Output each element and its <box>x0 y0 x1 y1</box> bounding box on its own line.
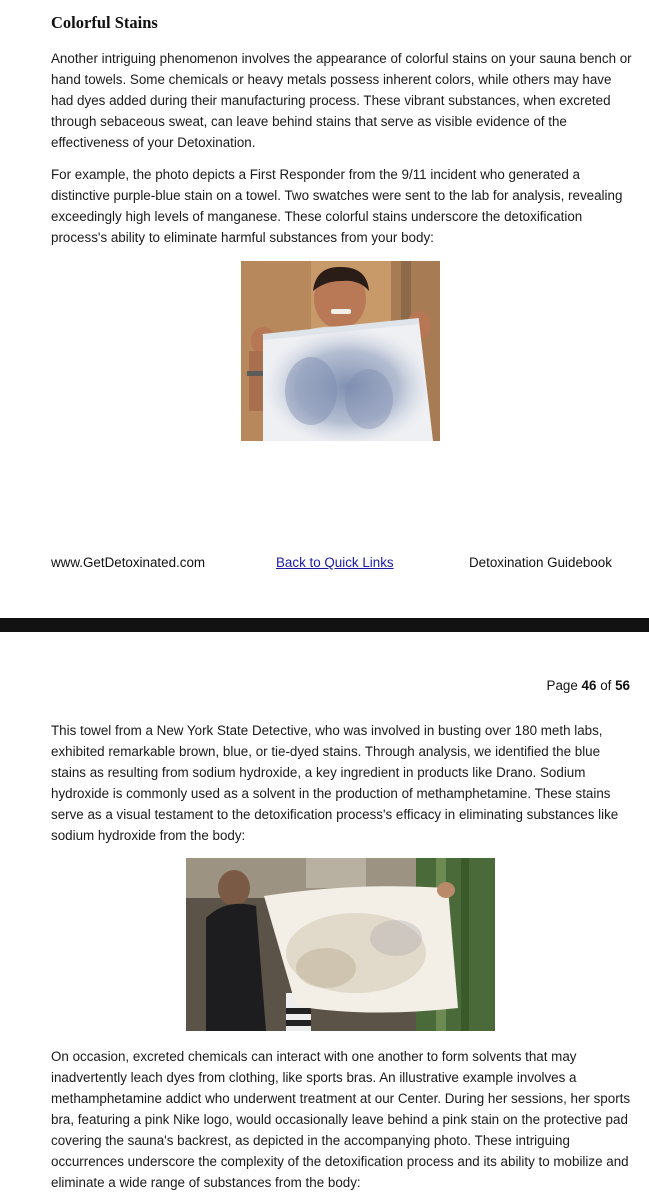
back-to-quick-links-link[interactable]: Back to Quick Links <box>276 555 394 570</box>
page-number <box>547 678 630 693</box>
section-heading: Colorful Stains <box>51 13 158 32</box>
footer-guidebook-title: Detoxination Guidebook <box>469 555 612 570</box>
paragraph-text: On occasion, excreted chemicals can interact with one another to form solvents that may inadvertently leach dyes from clothing, like sports bras. An illustrative example involves a methamphetamine addict who underwent treatment at our Center. During her sessions, her sports bra, featuring a pink Nike logo, would occasionally leave behind a pink stain on the protective pad covering the sauna's backrest, as depicted in the accompanying photo. These intriguing occurrences underscore the complexity of the detoxification process and its ability to mobilize and eliminate a wide range of substances from the body: <box>51 1049 631 1190</box>
paragraph-text: This towel from a New York State Detective, who was involved in busting over 180 meth labs, exhibited remarkable brown, blue, or tie-dyed stains. Through analysis, we identified the blue stains as resulting from sodium hydroxide, a key ingredient in products like Drano. Sodium hydroxide is commonly used as a solvent in the production of methamphetamine. These stains serve as a visual testament to the detoxification process's efficacy in eliminating substances like sodium hydroxide from the body: <box>51 723 619 843</box>
footer-website: www.GetDetoxinated.com <box>51 555 206 570</box>
paragraph-sports-bra <box>51 1046 636 1193</box>
first-responder-towel-photo <box>241 261 440 441</box>
page-current: 46 <box>581 678 597 693</box>
page-of: of <box>600 678 612 693</box>
paragraph-stains-intro <box>51 48 636 153</box>
paragraph-text: For example, the photo depicts a First Responder from the 9/11 incident who generated a distinctive purple-blue stain on a towel. Two swatches were sent to the lab for analysis, revealing exceedingly high levels of manganese. These colorful stains underscore the detoxification process's ability to eliminate harmful substances from your body: <box>51 167 623 245</box>
detective-towel-photo <box>186 858 495 1031</box>
page-label: Page <box>546 678 578 693</box>
page-divider <box>0 618 649 632</box>
paragraph-first-responder <box>51 164 636 248</box>
paragraph-text: Another intriguing phenomenon involves the appearance of colorful stains on your sauna bench or hand towels. Some chemicals or heavy metals possess inherent colors, while others may have had dyes added during their manufacturing process. These vibrant substances, when excreted through sebaceous sweat, can leave behind stains that serve as visible evidence of the effectiveness of your Detoxination. <box>51 51 632 150</box>
page-total: 56 <box>615 678 630 693</box>
paragraph-detective-towel <box>51 720 636 846</box>
document-page-2 <box>0 632 649 1200</box>
